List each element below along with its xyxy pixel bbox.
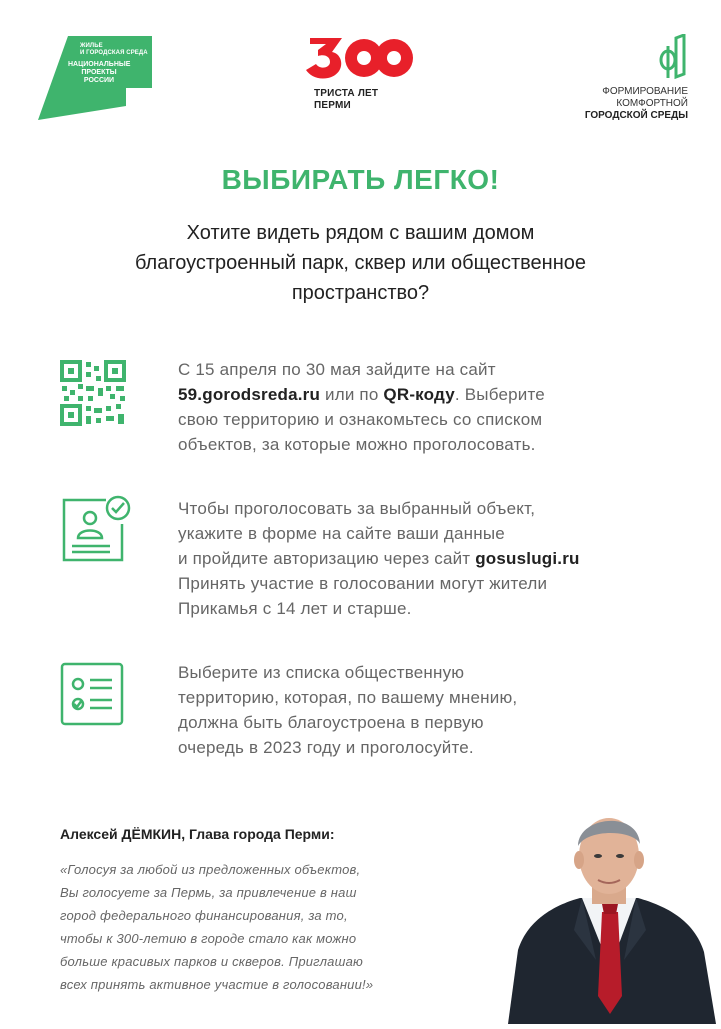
quote-line6: всех принять активное участие в голосовании!» [60,977,374,992]
step-3-line1: Выберите из списка общественную [178,663,465,682]
perm-300-line1: ТРИСТА ЛЕТ [314,88,379,99]
subtitle-line2: благоустроенный парк, сквер или общественное [134,252,586,274]
step-3-line2: территорию, которая, по вашему мнению, [178,688,518,707]
subtitle-line3: пространство? [291,282,430,304]
page-title: ВЫБИРАТЬ ЛЕГКО! [221,164,500,195]
site-link-gorodsreda[interactable]: 59.gorodsreda.ru [178,385,321,404]
fkgs-mark [654,34,694,80]
step-2-line1: Чтобы проголосовать за выбранный объект, [178,499,536,518]
step-1-line1: С 15 апреля по 30 мая зайдите на сайт [178,360,496,379]
fkgs-line3: ГОРОДСКОЙ СРЕДЫ [584,110,688,121]
step-1-text [178,357,678,457]
page-subtitle [40,218,681,308]
step-2-line5: Прикамья с 14 лет и старше. [178,599,412,618]
quote-line1: «Голосуя за любой из предложенных объектов, [60,862,361,877]
np-line4: ПРОЕКТЫ [81,69,117,76]
verified-user-card-icon [60,494,132,566]
np-line5: РОССИИ [83,77,115,84]
np-line3: НАЦИОНАЛЬНЫЕ [68,61,131,68]
step-2-line3: и пройдите авторизацию через сайт gosuslugi.ru [178,549,580,568]
quote-line2: Вы голосуете за Пермь, за привлечение в наш [60,885,357,900]
fkgs-logo [576,34,694,126]
national-projects-logo [38,34,158,122]
fkgs-line1: ФОРМИРОВАНИЕ [602,86,688,97]
quote-line5: больше красивых парков и скверов. Приглашаю [60,954,364,969]
step-1-line3: свою территорию и ознакомьтесь со списком [178,410,543,429]
step-2-text [178,496,678,621]
quote-text [60,858,490,996]
mayor-portrait [498,800,721,1024]
perm-300-logo [304,32,416,122]
np-line1: ЖИЛЬЕ [80,43,103,49]
step-1-line2: 59.gorodsreda.ru или по QR-коду. Выберите [178,385,545,404]
quote-line3: город федерального финансирования, за то, [60,908,348,923]
step-2-line2: укажите в форме на сайте ваши данные [178,524,505,543]
np-line2: И ГОРОДСКАЯ СРЕДА [80,50,148,56]
step-2-line4: Принять участие в голосовании могут жители [178,574,548,593]
step-1-line4: объектов, за которые можно проголосовать. [178,435,536,454]
qr-code-label: QR-коду [383,385,455,404]
site-link-gosuslugi[interactable]: gosuslugi.ru [475,549,580,568]
quote-line4: чтобы к 300-летию в городе стало как можно [60,931,357,946]
qr-code-icon [60,360,128,428]
checklist-icon [60,662,124,726]
step-3-line4: очередь в 2023 году и проголосуйте. [178,738,474,757]
step-3-text [178,660,678,760]
step-3-line3: должна быть благоустроена в первую [178,713,484,732]
perm-300-line2: ПЕРМИ [314,100,351,111]
quote-author: Алексей ДЁМКИН, Глава города Перми: [60,826,335,842]
subtitle-line1: Хотите видеть рядом с вашим домом [186,222,535,244]
fkgs-line2: КОМФОРТНОЙ [616,98,688,109]
perm-300-mark [304,32,416,82]
